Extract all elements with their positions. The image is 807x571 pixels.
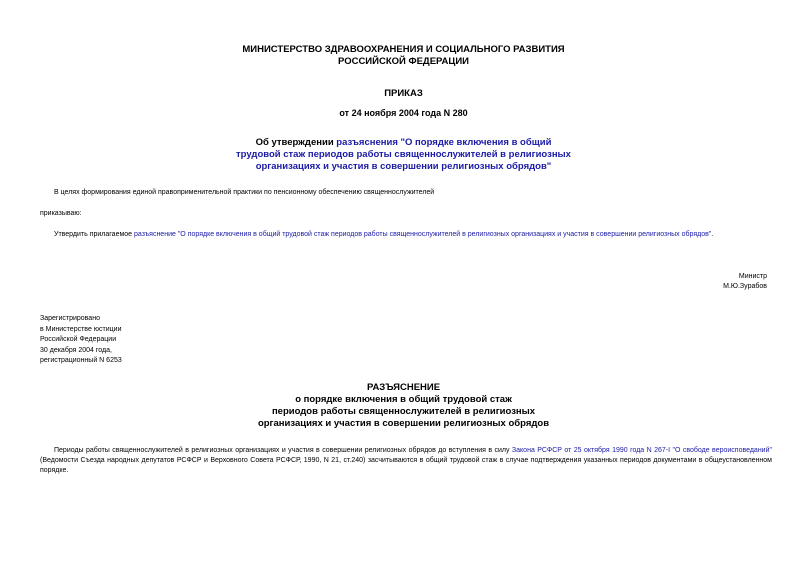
subject-line1 bbox=[0, 137, 807, 149]
approve-link-explanation[interactable]: разъяснение bbox=[134, 231, 176, 238]
signature-block bbox=[723, 272, 767, 292]
explanation-link-line3[interactable]: организациях и участия в совершении религиозных обрядов" bbox=[255, 161, 552, 172]
registration-line2: в Министерстве юстиции bbox=[40, 325, 122, 333]
explanation-heading bbox=[0, 382, 807, 430]
explanation-title: РАЗЪЯСНЕНИЕ bbox=[366, 382, 441, 393]
law-link[interactable]: Закона РСФСР от 25 октября 1990 года N 267-I "О свободе вероисповеданий" bbox=[511, 447, 772, 454]
explanation-subtitle-line2: периодов работы священнослужителей в религиозных bbox=[271, 406, 536, 417]
subject-prefix: Об утверждении bbox=[255, 137, 337, 148]
registration-line5: регистрационный N 6253 bbox=[40, 357, 122, 364]
registration-line3: Российской Федерации bbox=[40, 336, 117, 343]
order-word: приказываю: bbox=[40, 210, 82, 217]
explanation-subtitle-line3: организациях и участия в совершении религиозных обрядов bbox=[257, 418, 550, 429]
document-subject bbox=[0, 137, 807, 173]
registration-block bbox=[40, 314, 122, 367]
registration-line1: Зарегистрировано bbox=[40, 315, 100, 322]
explanation-paragraph bbox=[40, 446, 772, 476]
ministry-header bbox=[0, 44, 807, 68]
ministry-name-line2: РОССИЙСКОЙ ФЕДЕРАЦИИ bbox=[337, 56, 469, 67]
approve-prefix: Утвердить прилагаемое bbox=[54, 231, 135, 238]
document-type: ПРИКАЗ bbox=[384, 88, 423, 99]
approve-suffix: . bbox=[711, 231, 714, 238]
signature-name: М.Ю.Зурабов bbox=[723, 283, 767, 290]
document-date: от 24 ноября 2004 года N 280 bbox=[339, 108, 468, 118]
explanation-link-line2[interactable]: трудовой стаж периодов работы священнослужителей в религиозных bbox=[236, 149, 571, 160]
approve-paragraph bbox=[54, 230, 713, 240]
ministry-name-line1: МИНИСТЕРСТВО ЗДРАВООХРАНЕНИЯ И СОЦИАЛЬНОГО РАЗВИТИЯ bbox=[242, 44, 565, 55]
registration-line4: 30 декабря 2004 года, bbox=[40, 346, 112, 354]
explanation-text-suffix: (Ведомости Съезда народных депутатов РСФСР и Верховного Совета РСФСР, 1990, N 21, ст.240) засчитываются в общий трудовой стаж в случае подтверждения указанных периодов документами в общеустановленном порядке. bbox=[40, 457, 772, 474]
explanation-subtitle-line1: о порядке включения в общий трудовой стаж bbox=[295, 394, 512, 405]
approve-link-title[interactable]: "О порядке включения в общий трудовой стаж периодов работы священнослужителей в религиозных организациях и участия в совершении религиозных обрядов" bbox=[175, 231, 712, 238]
explanation-text-prefix: Периоды работы священнослужителей в религиозных организациях и участия в совершении религиозных обрядов до вступления в силу bbox=[54, 447, 512, 454]
explanation-link-line1[interactable]: разъяснения "О порядке включения в общий bbox=[336, 137, 552, 148]
preamble-paragraph: В целях формирования единой правоприменительной практики по пенсионному обеспечению священнослужителей bbox=[54, 189, 435, 196]
signature-position: Министр bbox=[738, 273, 767, 280]
